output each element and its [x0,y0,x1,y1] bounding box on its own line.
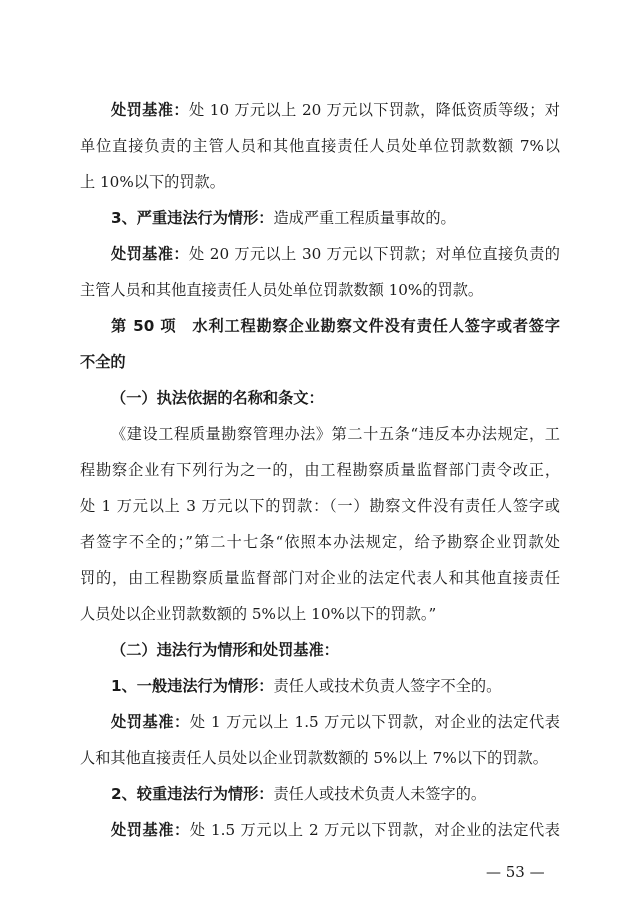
item-title-line: 不全的 [80,353,126,371]
general-violation-line [111,676,560,696]
penalty-basis-text: 处 1.5 万元以上 2 万元以下罚款，对企业的法定代表 [189,821,560,839]
moderate-violation-line [111,784,560,804]
penalty-basis-text: 处 1 万元以上 1.5 万元以下罚款，对企业的法定代表 [189,713,560,731]
section-heading: （一）执法依据的名称和条文： [111,389,324,407]
paragraph-penalty-basis-line [111,712,560,732]
item-title-line: 第 50 项 水利工程勘察企业勘察文件没有责任人签字或者签字 [111,317,560,335]
law-text-line: 罚的，由工程勘察质量监督部门对企业的法定代表人和其他直接责任 [80,569,560,587]
law-text-line: 处 1 万元以上 3 万元以下的罚款：（一）勘察文件没有责任人签字或 [80,497,560,515]
penalty-basis-text: 处 20 万元以上 30 万元以下罚款；对单位直接负责的 [188,245,560,263]
penalty-basis-label: 处罚基准： [111,821,190,839]
law-text-line: 者签字不全的；”第二十七条“依照本办法规定，给予勘察企业罚款处 [80,533,560,551]
severe-violation-label: 3、严重违法行为情形： [111,209,274,227]
law-text-line: 人员处以企业罚款数额的 5%以上 10%以下的罚款。” [80,605,437,623]
paragraph-penalty-basis-line [111,244,560,264]
paragraph-line: 上 10%以下的罚款。 [80,173,225,191]
paragraph-penalty-basis-line [111,820,560,840]
law-text-line: 程勘察企业有下列行为之一的，由工程勘察质量监督部门责令改正， [80,461,560,479]
paragraph-line: 主管人员和其他直接责任人员处单位罚款数额 10%的罚款。 [80,281,484,299]
law-text-line: 《建设工程质量勘察管理办法》第二十五条“违反本办法规定，工 [111,425,560,443]
page-number: — 53 — [486,863,545,881]
severe-violation-line [111,208,560,228]
general-violation-label: 1、一般违法行为情形： [111,677,274,695]
paragraph-line: 单位直接负责的主管人员和其他直接责任人员处单位罚款数额 7%以 [80,137,560,155]
section-heading: （二）违法行为情形和处罚基准： [111,641,339,659]
penalty-basis-label: 处罚基准： [111,101,189,119]
moderate-violation-text: 责任人或技术负责人未签字的。 [273,785,487,803]
paragraph-penalty-basis-line [111,100,560,120]
penalty-basis-label: 处罚基准： [111,245,189,263]
penalty-basis-label: 处罚基准： [111,713,190,731]
moderate-violation-label: 2、较重违法行为情形： [111,785,274,803]
severe-violation-text: 造成严重工程质量事故的。 [273,209,456,227]
general-violation-text: 责任人或技术负责人签字不全的。 [273,677,502,695]
paragraph-line: 人和其他直接责任人员处以企业罚款数额的 5%以上 7%以下的罚款。 [80,749,548,767]
penalty-basis-text: 处 10 万元以上 20 万元以下罚款，降低资质等级；对 [188,101,560,119]
